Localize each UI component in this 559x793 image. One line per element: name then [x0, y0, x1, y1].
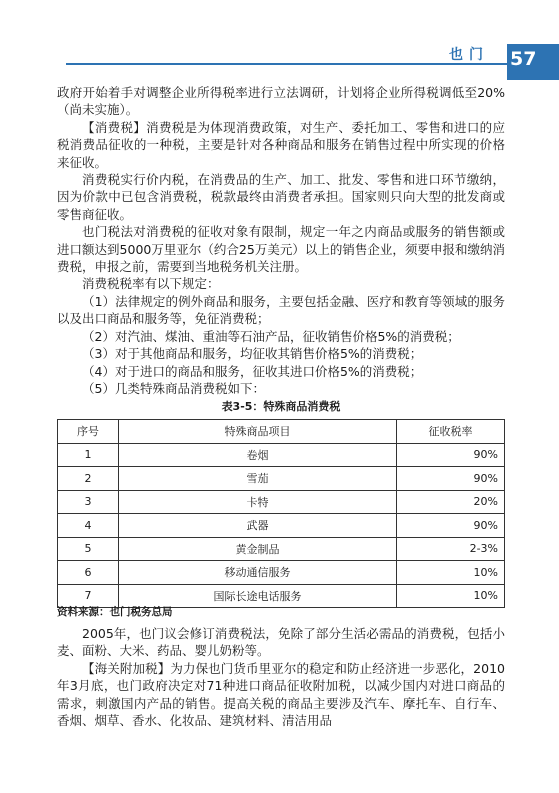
tax-table — [57, 419, 505, 608]
paragraph: （5）几类特殊商品消费税如下： — [82, 380, 265, 396]
paragraph: （1）法律规定的例外商品和服务，主要包括金融、医疗和教育等领域的服务以及出口商品和服务等，免征消费税； — [57, 293, 505, 327]
table-cell: 黄金制品 — [119, 537, 397, 561]
table-cell: 3 — [58, 490, 119, 514]
table-cell: 5 — [58, 537, 119, 561]
table-caption: 表3-5：特殊商品消费税 — [221, 400, 341, 413]
table-cell: 10% — [397, 584, 505, 608]
paragraph: 政府开始着手对调整企业所得税率进行立法调研，计划将企业所得税调低至20%（尚未实施）。 — [57, 85, 505, 118]
table-row — [58, 443, 505, 467]
header-rule — [66, 63, 507, 65]
table-cell: 90% — [397, 443, 505, 467]
paragraph: （4）对于进口的商品和服务，征收其进口价格5%的消费税； — [82, 363, 423, 379]
table-cell: 10% — [397, 561, 505, 585]
paragraph: 消费税实行价内税，在消费品的生产、加工、批发、零售和进口环节缴纳，因为价款中已包含消费税，税款最终由消费者承担。国家则只向大型的批发商或零售商征收。 — [57, 172, 505, 222]
table-row — [58, 467, 505, 491]
paragraph: 2005年，也门议会修订消费税法，免除了部分生活必需品的消费税，包括小麦、面粉、大米、药品、婴儿奶粉等。 — [57, 626, 505, 659]
table-cell: 2-3% — [397, 537, 505, 561]
table-header-row — [58, 420, 505, 444]
table-cell: 武器 — [119, 514, 397, 538]
table-cell: 20% — [397, 490, 505, 514]
table-cell: 卡特 — [119, 490, 397, 514]
page-header — [0, 0, 559, 80]
table-cell: 1 — [58, 443, 119, 467]
table-row — [58, 537, 505, 561]
table-cell: 国际长途电话服务 — [119, 584, 397, 608]
paragraph: 消费税税率有以下规定： — [82, 276, 220, 292]
table-cell: 90% — [397, 467, 505, 491]
table-row — [58, 490, 505, 514]
paragraph: （2）对汽油、煤油、重油等石油产品，征收销售价格5%的消费税； — [82, 328, 460, 344]
paragraph: （3）对于其他商品和服务，均征收其销售价格5%的消费税； — [82, 346, 423, 362]
tax-table-section — [57, 398, 505, 608]
column-header: 征收税率 — [397, 420, 505, 444]
table-cell: 7 — [58, 584, 119, 608]
table-source-note: 资料来源：也门税务总局 — [57, 606, 173, 618]
table-cell: 雪茄 — [119, 467, 397, 491]
table-cell: 2 — [58, 467, 119, 491]
table-cell: 6 — [58, 561, 119, 585]
paragraph: 【消费税】消费税是为体现消费政策，对生产、委托加工、零售和进口的应税消费品征收的一种税，主要是针对各种商品和服务在销售过程中所实现的价格来征收。 — [57, 119, 505, 170]
paragraph: 也门税法对消费税的征收对象有限制，规定一年之内商品或服务的销售额或进口额达到5000万里亚尔（约合25万美元）以上的销售企业，须要申报和缴纳消费税，申报之前，需要到当地税务机关注册。 — [57, 224, 505, 275]
page-number: 57 — [510, 48, 537, 70]
column-header: 特殊商品项目 — [119, 420, 397, 444]
table-row — [58, 561, 505, 585]
table-cell: 4 — [58, 514, 119, 538]
paragraph: 【海关附加税】为力保也门货币里亚尔的稳定和防止经济进一步恶化，2010年3月底，也门政府决定对71种进口商品征收附加税，以减少国内对进口商品的需求，刺激国内产品的销售。提高关税的商品主要涉及汽车、摩托车、自行车、香烟、烟草、香水、化妆品、建筑材料、清洁用品 — [57, 660, 505, 729]
table-cell: 移动通信服务 — [119, 561, 397, 585]
column-header: 序号 — [58, 420, 119, 444]
table-cell: 90% — [397, 514, 505, 538]
table-cell: 卷烟 — [119, 443, 397, 467]
running-title: 也门 — [449, 47, 489, 63]
body-text-top — [57, 84, 505, 397]
body-text-bottom — [57, 625, 505, 729]
table-row — [58, 514, 505, 538]
